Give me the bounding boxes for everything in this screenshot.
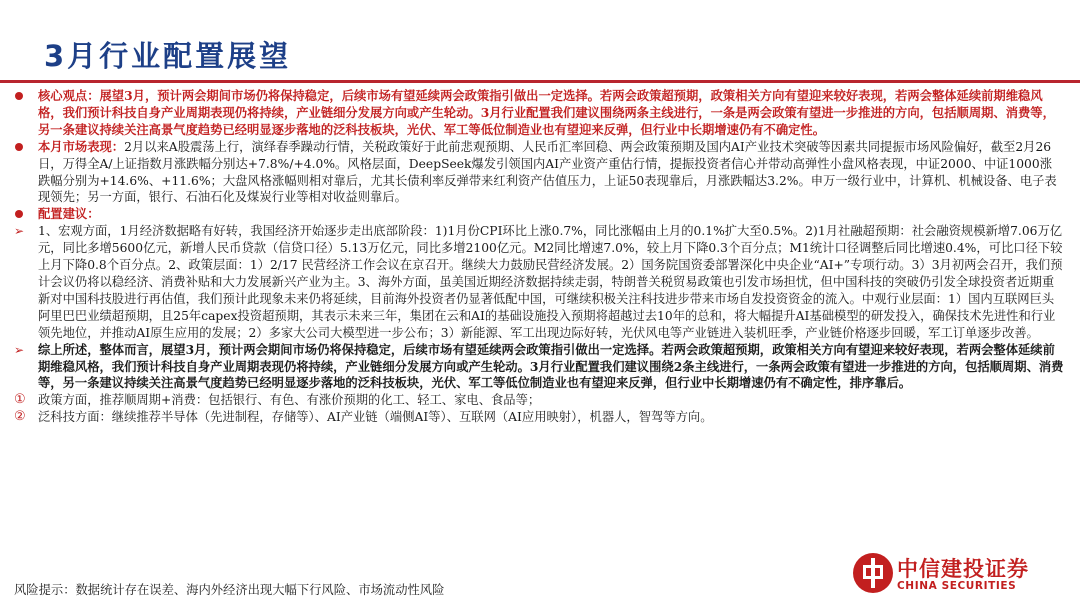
bullet-dot-icon: [14, 206, 32, 223]
monthly-performance-paragraph: [14, 139, 1064, 207]
summary-text: 综上所述，整体而言，展望3月，预计两会期间市场仍将保持稳定，后续市场有望延续两会政策指引做出一定选择。若两会政策超预期，政策相关方向有望迎来较好表现，若两会整体延续前期维稳风格，我们预计科技自身产业周期表现仍将持续，产业链细分发展方向或产生轮动。3月行业配置我们建议围绕2条主线进行，一条两会政策有望进一步推进的方向，包括顺周期、消费等，另一条建议持续关注高景气度趋势已经明显逐步落地的泛科技板块，光伏、军工等低位制造业也有望迎来反弹，但行业中长期增速仍有不确定性，排序靠后。: [38, 341, 1064, 391]
bullet-dot-icon: [14, 139, 32, 156]
logo-english-name: CHINA SECURITIES: [897, 580, 1017, 592]
title-divider: [0, 80, 1080, 83]
core-viewpoint-label: 核心观点：: [38, 88, 100, 103]
recommendation-item-2: [14, 409, 1064, 426]
monthly-performance-text: 2月以来A股震荡上行，演绎春季躁动行情，关税政策好于此前悲观预期、人民币汇率回稳、两会政策预期及国内AI产业技术突破等因素共同提振市场风险偏好，截至2月26日，万得全A/上证指数月涨跌幅分别达+7.8%/+4.0%。风格层面，DeepSeek爆发引领国内AI产业资产重估行情，提振投资者信心并带动高弹性小盘风格表现，中证2000、中证1000涨跌幅分别为+14.6%、+11.6%；大盘风格涨幅则相对靠后，尤其长债利率反弹带来红利资产估值压力，上证50表现靠后，月涨跌幅达3.2%。申万一级行业中，计算机、机械设备、电子表现领先；另一方面，银行、石油石化及煤炭行业等相对收益则靠后。: [38, 139, 1057, 205]
detail-paragraph: [14, 223, 1064, 341]
config-suggestion-heading: [14, 206, 1064, 223]
arrow-bullet-icon: ➢: [14, 342, 25, 357]
core-viewpoint-paragraph: [14, 88, 1064, 139]
arrow-bullet-icon: ➢: [14, 224, 25, 239]
recommendation-text-2: 泛科技方面：继续推荐半导体（先进制程，存储等）、AI产业链（端侧AI等）、互联网（AI应用映射），机器人，智驾等方向。: [38, 410, 713, 425]
main-content: [14, 88, 1064, 426]
summary-paragraph: [14, 342, 1064, 393]
detail-text: 1、宏观方面，1月经济数据略有好转，我国经济开始逐步走出底部阶段：1)1月份CPI环比上涨0.7%，同比涨幅由上月的0.1%扩大至0.5%。2)1月社融超预期：社会融资规模新增7.06万亿元，同比多增5600亿元，新增人民币贷款（信贷口径）5.13万亿元，同比多增2100亿元。M2同比增速7.0%，较上月下降0.3个百分点；M1统计口径调整后同比增速0.4%，可比口径下较上月下降0.8个百分点。2、政策层面：1）2/17 民营经济工作会议在京召开。继续大力鼓励民营经济发展。2）国务院国资委部署深化中央企业“AI+”专项行动。3）3月初两会召开，我们预计会议仍将以稳经济、消费补贴和大力发展新兴产业为主。3、海外方面，虽美国近期经济数据持续走弱，特朗普关税贸易政策也引发市场担忧，但中国科技的突破仍引发全球投资者近期重新对中国科技股进行再估值，我们预计此现象未来仍将延续，目前海外投资者仍显著低配中国，可继续积极关注科技进步带来市场自发投资资金的流入。中观行业层面：1）国内互联网巨头阿里巴巴业绩超预期，且25年capex投资超预期，其表示未来三年，集团在云和AI的基础设施投入预期将超越过去10年的总和，将大幅提升AI基础模型的研发投入，确保技术先进性和行业领先地位，并推动AI原生应用的发展；2）多家大公司大模型进一步公布；3）新能源、军工出现边际好转，光伏风电等产业链进入装机旺季，产业链价格逐步回暖，军工订单逐步改善。: [38, 224, 1063, 340]
monthly-performance-label: 本月市场表现：: [38, 138, 125, 154]
recommendation-item-1: [14, 392, 1064, 409]
logo-chinese-name: 中信建投证券: [897, 557, 1029, 581]
recommendation-text-1: 政策方面，推荐顺周期+消费：包括银行、有色、有涨价预期的化工、轻工、家电、食品等；: [38, 393, 541, 408]
item-number-2: ②: [14, 409, 26, 425]
company-logo: [853, 553, 1033, 599]
config-suggestion-label: 配置建议：: [38, 206, 100, 222]
page-title: 3月行业配置展望: [44, 39, 292, 73]
core-viewpoint-text: 展望3月，预计两会期间市场仍将保持稳定，后续市场有望延续两会政策指引做出一定选择。若两会政策超预期，政策相关方向有望迎来较好表现，若两会整体延续前期维稳风格，我们预计科技自身产业周期表现仍将持续，产业链细分发展方向或产生轮动。3月行业配置我们建议围绕两条主线进行，一条是两会政策有望进一步推进的方向，包括顺周期、消费等，另一条建议持续关注高景气度趋势已经明显逐步落地的泛科技板块，光伏、军工等低位制造业也有望迎来反弹，但行业中长期增速仍有不确定性。: [38, 88, 1055, 137]
bullet-dot-icon: [14, 88, 32, 105]
logo-emblem-icon: [853, 553, 893, 593]
risk-disclaimer: 风险提示：数据统计存在误差、海内外经济出现大幅下行风险、市场流动性风险: [14, 583, 445, 597]
item-number-1: ①: [14, 392, 26, 408]
